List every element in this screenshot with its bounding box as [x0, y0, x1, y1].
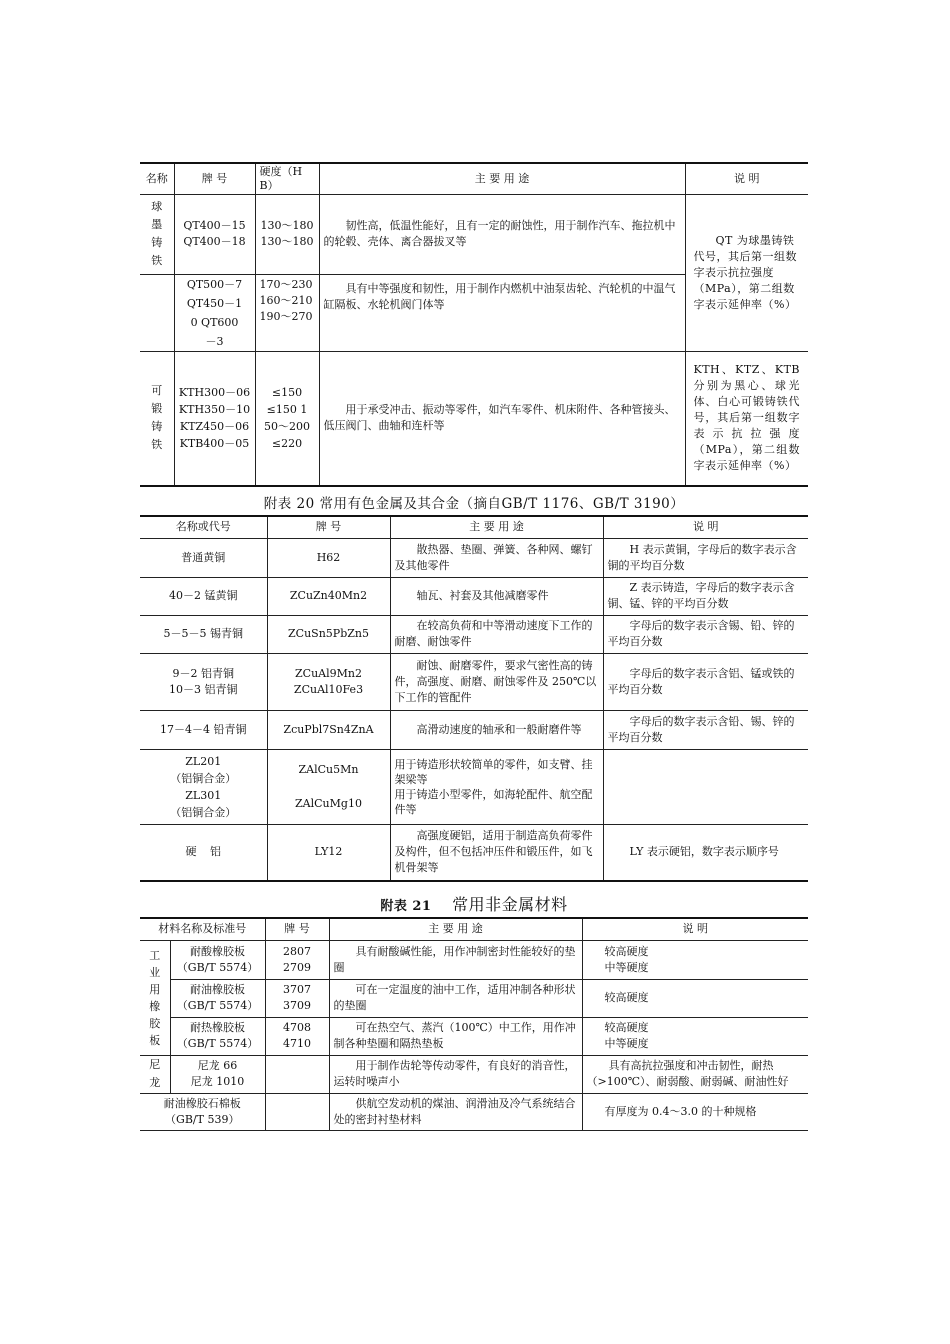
caption-title: 常用非金属材料 — [452, 895, 568, 914]
use-cell: 可在一定温度的油中工作，适用冲制各种形状的垫圈 — [329, 979, 582, 1017]
header-name: 名称 — [145, 171, 168, 185]
header-grade: 牌 号 — [174, 163, 255, 194]
table-caption — [140, 892, 808, 915]
hardness-cell: ≤150 ≤150 1 50～200 ≤220 — [255, 351, 319, 486]
group-name-malleable-iron: 可 锻 铸 铁 — [151, 384, 163, 452]
material-name-cell: 尼龙 66 尼龙 1010 — [170, 1055, 265, 1093]
note-cell: 有厚度为 0.4～3.0 的十种规格 — [582, 1093, 808, 1130]
note-cell: QT 为球墨铸铁代号，其后第一组数字表示抗拉强度（MPa），第二组数字表示延伸率（%） — [685, 194, 808, 351]
material-name-cell: 耐油橡胶板 （GB/T 5574） — [170, 979, 265, 1017]
group-name-empty — [140, 274, 174, 351]
header-note: 说 明 — [603, 516, 808, 538]
header-use: 主 要 用 途 — [319, 163, 685, 194]
name-cell: 5－5－5 锡青铜 — [163, 627, 243, 640]
grade-cell: QT400－15 QT400－18 — [174, 194, 255, 274]
header-note: 说 明 — [582, 918, 808, 940]
cast-iron-table — [140, 162, 808, 487]
grade-cell — [265, 1093, 329, 1130]
nonferrous-table — [140, 515, 808, 882]
table-row — [140, 979, 808, 1017]
caption-prefix: 附表 21 — [380, 899, 432, 914]
grade-cell: ZCuAl9Mn2 ZCuAl10Fe3 — [267, 653, 390, 710]
use-cell: 韧性高，低温性能好，且有一定的耐蚀性，用于制作汽车、拖拉机中的轮毂、壳体、离合器拔叉等 — [319, 194, 685, 274]
grade-cell: LY12 — [267, 824, 390, 881]
use-cell: 可在热空气、蒸汽（100℃）中工作，用作冲制各种垫圈和隔热垫板 — [329, 1017, 582, 1055]
note-cell: 字母后的数字表示含铝、锰或铁的平均百分数 — [603, 653, 808, 710]
note-cell: 字母后的数字表示含锡、铅、锌的平均百分数 — [603, 615, 808, 653]
grade-cell — [265, 1055, 329, 1093]
grade-cell: ZcuPbl7Sn4ZnA — [267, 710, 390, 749]
table-row — [140, 824, 808, 881]
header-use: 主 要 用 途 — [390, 516, 603, 538]
name-cell: ZL201 （铝铜合金） ZL301 （铝铜合金） — [170, 754, 237, 819]
header-grade: 牌 号 — [265, 918, 329, 940]
material-name-cell: 耐热橡胶板 （GB/T 5574） — [170, 1017, 265, 1055]
header-hardness: 硬度（H B） — [255, 163, 319, 194]
use-cell: 具有中等强度和韧性，用于制作内燃机中油泵齿轮、汽轮机的中温气缸隔板、水轮机阀门体等 — [319, 274, 685, 351]
name-cell: 40－2 锰黄铜 — [169, 589, 238, 602]
grade-cell: QT500－7 QT450－1 0 QT600 －3 — [174, 274, 255, 351]
header-name: 名称或代号 — [175, 520, 231, 534]
use-cell: 用于承受冲击、振动等零件，如汽车零件、机床附件、各种管接头、低压阀门、曲轴和连杆等 — [319, 351, 685, 486]
grade-cell: 3707 3709 — [265, 979, 329, 1017]
note-cell: H 表示黄铜，字母后的数字表示含铜的平均百分数 — [603, 538, 808, 577]
table-row — [140, 1055, 808, 1093]
header-use: 主 要 用 途 — [329, 918, 582, 940]
table-row — [140, 538, 808, 577]
grade-cell: KTH300－06 KTH350－10 KTZ450－06 KTB400－05 — [174, 351, 255, 486]
use-cell: 具有耐酸碱性能，用作冲制密封性能较好的垫圈 — [329, 940, 582, 979]
note-cell: 较高硬度 中等硬度 — [582, 1017, 808, 1055]
table-row — [140, 1093, 808, 1130]
use-cell: 用于制作齿轮等传动零件，有良好的消音性，运转时噪声小 — [329, 1055, 582, 1093]
grade-cell: H62 — [267, 538, 390, 577]
name-cell: 9－2 铝青铜 10－3 铝青铜 — [169, 666, 238, 696]
name-cell: 17－4－4 铅青铜 — [160, 722, 247, 736]
note-cell: 较高硬度 — [582, 979, 808, 1017]
table-row — [140, 749, 808, 824]
table-row — [140, 351, 808, 486]
use-cell: 轴瓦、衬套及其他减磨零件 — [390, 577, 603, 615]
group-name-rubber: 工 业 用 橡 胶 板 — [140, 940, 170, 1055]
note-cell: LY 表示硬铝，数字表示顺序号 — [603, 824, 808, 881]
table-row — [140, 615, 808, 653]
table-row — [140, 940, 808, 979]
grade-cell: ZAlCu5Mn ZAlCuMg10 — [267, 749, 390, 824]
grade-cell: ZCuZn40Mn2 — [267, 577, 390, 615]
use-cell: 耐蚀、耐磨零件，要求气密性高的铸件，高强度、耐磨、耐蚀零件及 250℃以下工作的管配件 — [390, 653, 603, 710]
material-name-cell: 耐酸橡胶板 （GB/T 5574） — [170, 940, 265, 979]
note-cell: KTH、KTZ、KTB 分别为黑心、球光体、白心可锻铸铁代号，其后第一组数字表示抗拉强度（MPa），第二组数字表示延伸率（%） — [685, 351, 808, 486]
use-cell: 在较高负荷和中等滑动速度下工作的耐磨、耐蚀零件 — [390, 615, 603, 653]
name-cell: 普通黄铜 — [181, 550, 226, 564]
nonmetal-table — [140, 917, 808, 1131]
grade-cell: 2807 2709 — [265, 940, 329, 979]
name-cell: 硬 铝 — [185, 845, 221, 859]
use-cell: 高强度硬铝，适用于制造高负荷零件及构件，但不包括冲压件和锻压件，如飞机骨架等 — [390, 824, 603, 881]
hardness-cell: 170～230 160～210 190～270 — [255, 274, 319, 351]
note-cell: Z 表示铸造，字母后的数字表示含铜、锰、锌的平均百分数 — [603, 577, 808, 615]
use-cell: 供航空发动机的煤油、润滑油及冷气系统结合处的密封衬垫材料 — [329, 1093, 582, 1130]
group-name-nylon: 尼 龙 — [149, 1058, 161, 1089]
grade-cell: ZCuSn5PbZn5 — [267, 615, 390, 653]
header-material: 材料名称及标准号 — [158, 922, 247, 936]
use-cell: 用于铸造形状较简单的零件，如支臂、挂架梁等 用于铸造小型零件，如海轮配件、航空配件等 — [390, 749, 603, 824]
table-row — [140, 577, 808, 615]
table-header-row — [140, 516, 808, 538]
hardness-cell: 130～180 130～180 — [255, 194, 319, 274]
table-row — [140, 194, 808, 274]
table-row — [140, 710, 808, 749]
grade-cell: 4708 4710 — [265, 1017, 329, 1055]
table-row — [140, 653, 808, 710]
group-name-ductile-iron: 球 墨 铸 铁 — [140, 194, 174, 274]
table-header-row — [140, 918, 808, 940]
header-note: 说 明 — [685, 163, 808, 194]
note-cell: 较高硬度 中等硬度 — [582, 940, 808, 979]
material-name-cell: 耐油橡胶石棉板 （GB/T 539） — [163, 1096, 241, 1126]
header-grade: 牌 号 — [267, 516, 390, 538]
table-row — [140, 1017, 808, 1055]
note-cell: 字母后的数字表示含铅、锡、锌的平均百分数 — [603, 710, 808, 749]
note-cell: 具有高抗拉强度和冲击韧性，耐热（>100℃）、耐弱酸、耐弱碱、耐油性好 — [582, 1055, 808, 1093]
note-cell — [603, 749, 808, 824]
use-cell: 散热器、垫圈、弹簧、各种网、螺钉及其他零件 — [390, 538, 603, 577]
table-header-row — [140, 163, 808, 194]
table-caption: 附表 20 常用有色金属及其合金（摘自GB/T 1176、GB/T 3190） — [263, 496, 685, 512]
use-cell: 高滑动速度的轴承和一般耐磨件等 — [390, 710, 603, 749]
